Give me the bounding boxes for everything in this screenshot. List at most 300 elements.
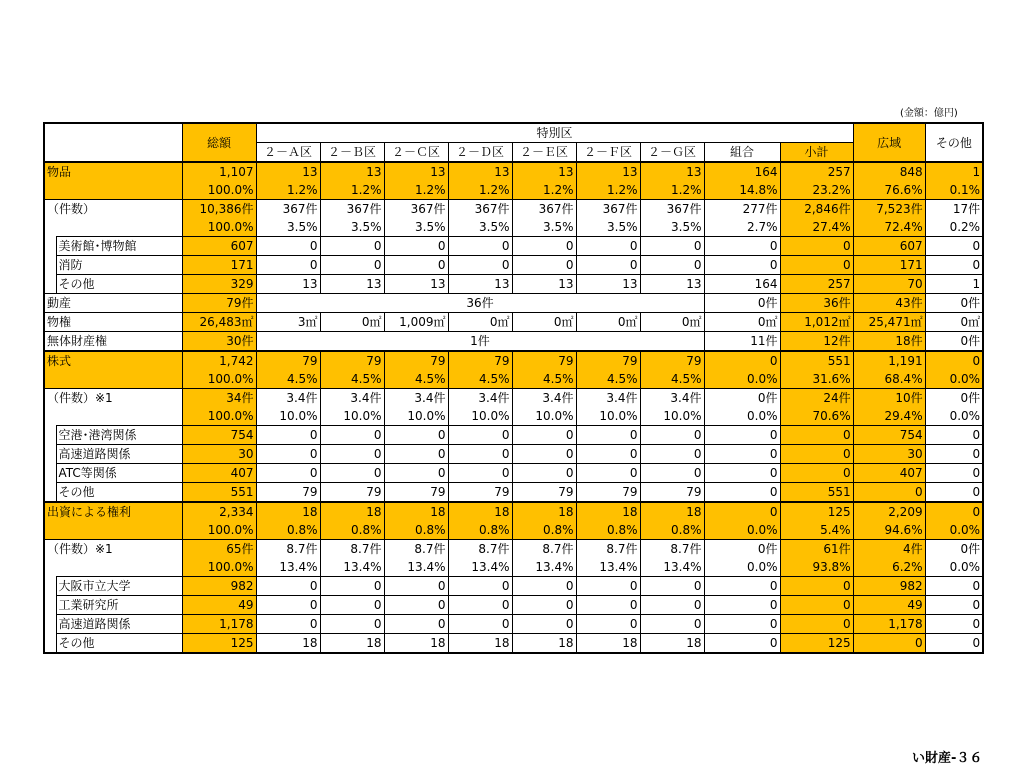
table-cell: 0 <box>256 426 320 445</box>
section-label-cont <box>44 181 182 200</box>
table-row <box>44 200 983 219</box>
table-cell: 1,009㎡ <box>384 313 448 332</box>
table-cell: 10件 <box>853 389 925 408</box>
table-cell: 0 <box>576 426 640 445</box>
table-cell: 36件 <box>256 294 704 313</box>
table-cell: 0 <box>640 426 704 445</box>
table-cell: 0 <box>704 502 780 521</box>
section-label-cont <box>44 521 182 540</box>
indent-spacer <box>44 596 56 615</box>
table-cell: 4.5% <box>512 370 576 389</box>
table-cell: 0 <box>704 615 780 634</box>
table-cell: 3.5% <box>576 218 640 237</box>
table-row <box>44 521 983 540</box>
table-cell: 0㎡ <box>704 313 780 332</box>
table-cell: 0 <box>512 237 576 256</box>
table-row <box>44 162 983 181</box>
table-cell: 31.6% <box>780 370 853 389</box>
table-cell: 100.0% <box>182 521 256 540</box>
table-cell: 0.8% <box>384 521 448 540</box>
table-cell: 1,178 <box>853 615 925 634</box>
table-row <box>44 370 983 389</box>
table-cell: 0 <box>320 426 384 445</box>
item-label: 物権 <box>44 313 182 332</box>
header-corner <box>44 123 182 162</box>
table-cell: 10.0% <box>512 407 576 426</box>
table-cell: 551 <box>780 483 853 503</box>
table-cell: 65件 <box>182 540 256 559</box>
table-cell: 3.5% <box>320 218 384 237</box>
table-cell: 0 <box>780 464 853 483</box>
table-cell: 0件 <box>925 540 983 559</box>
table-cell: 0 <box>853 634 925 654</box>
header-ward-c: ２－Ｃ区 <box>384 143 448 163</box>
table-cell: 0件 <box>925 294 983 313</box>
table-cell: 36件 <box>780 294 853 313</box>
table-cell: 34件 <box>182 389 256 408</box>
table-cell: 13 <box>448 162 512 181</box>
table-cell: 0 <box>780 615 853 634</box>
table-row <box>44 332 983 352</box>
item-label: 動産 <box>44 294 182 313</box>
table-cell: 4.5% <box>576 370 640 389</box>
table-cell: 1.2% <box>384 181 448 200</box>
table-cell: 407 <box>853 464 925 483</box>
table-cell: 8.7件 <box>320 540 384 559</box>
header-special-ward: 特別区 <box>256 123 853 143</box>
table-cell: 0.1% <box>925 181 983 200</box>
table-cell: 0 <box>320 577 384 596</box>
table-cell: 0 <box>704 464 780 483</box>
table-row <box>44 389 983 408</box>
table-row <box>44 237 983 256</box>
table-cell: 0 <box>780 256 853 275</box>
table-cell: 551 <box>182 483 256 503</box>
table-cell: 70 <box>853 275 925 294</box>
table-cell: 13 <box>576 275 640 294</box>
table-cell: 79 <box>512 483 576 503</box>
table-cell: 0.8% <box>448 521 512 540</box>
table-cell: 29.4% <box>853 407 925 426</box>
table-cell: 30 <box>182 445 256 464</box>
table-cell: 0 <box>320 464 384 483</box>
table-cell: 367件 <box>448 200 512 219</box>
table-cell: 79 <box>384 351 448 370</box>
table-cell: 0 <box>384 237 448 256</box>
table-cell: 3.4件 <box>448 389 512 408</box>
table-cell: 27.4% <box>780 218 853 237</box>
table-cell: 3.5% <box>512 218 576 237</box>
table-cell: 13.4% <box>384 558 448 577</box>
sub-label: 高速道路関係 <box>56 445 182 464</box>
table-cell: 0件 <box>925 332 983 352</box>
table-cell: 3.4件 <box>384 389 448 408</box>
table-cell: 0 <box>320 237 384 256</box>
table-cell: 0件 <box>704 540 780 559</box>
table-cell: 982 <box>182 577 256 596</box>
table-cell: 13.4% <box>320 558 384 577</box>
table-cell: 30 <box>853 445 925 464</box>
table-cell: 0 <box>256 237 320 256</box>
table-cell: 18 <box>256 634 320 654</box>
table-cell: 18 <box>576 502 640 521</box>
table-cell: 93.8% <box>780 558 853 577</box>
count-label: （件数）※1 <box>44 540 182 559</box>
table-cell: 367件 <box>384 200 448 219</box>
table-row <box>44 558 983 577</box>
table-cell: 0 <box>704 577 780 596</box>
table-cell: 0 <box>704 596 780 615</box>
table-cell: 0 <box>576 256 640 275</box>
table-cell: 49 <box>853 596 925 615</box>
table-cell: 0 <box>640 464 704 483</box>
table-cell: 171 <box>853 256 925 275</box>
table-cell: 0.8% <box>512 521 576 540</box>
header-ward-d: ２－Ｄ区 <box>448 143 512 163</box>
table-cell: 0 <box>512 464 576 483</box>
table-cell: 1,742 <box>182 351 256 370</box>
header-ward-f: ２－Ｆ区 <box>576 143 640 163</box>
table-cell: 8.7件 <box>384 540 448 559</box>
table-cell: 1.2% <box>448 181 512 200</box>
table-cell: 2.7% <box>704 218 780 237</box>
table-cell: 1,107 <box>182 162 256 181</box>
table-cell: 18 <box>512 634 576 654</box>
table-cell: 79 <box>448 483 512 503</box>
table-cell: 0 <box>925 483 983 503</box>
table-cell: 14.8% <box>704 181 780 200</box>
table-cell: 0.0% <box>925 558 983 577</box>
table-cell: 79件 <box>182 294 256 313</box>
table-cell: 0.0% <box>704 370 780 389</box>
table-cell: 8.7件 <box>256 540 320 559</box>
table-cell: 3㎡ <box>256 313 320 332</box>
table-cell: 0 <box>925 256 983 275</box>
table-cell: 367件 <box>640 200 704 219</box>
table-cell: 0 <box>704 445 780 464</box>
table-cell: 0.0% <box>704 521 780 540</box>
table-cell: 13.4% <box>448 558 512 577</box>
table-cell: 0 <box>512 426 576 445</box>
table-cell: 1 <box>925 162 983 181</box>
table-cell: 3.4件 <box>576 389 640 408</box>
table-cell: 0 <box>384 464 448 483</box>
table-cell: 0.2% <box>925 218 983 237</box>
table-cell: 0 <box>384 256 448 275</box>
table-cell: 0 <box>448 237 512 256</box>
table-cell: 367件 <box>256 200 320 219</box>
table-cell: 0.0% <box>704 558 780 577</box>
table-cell: 79 <box>448 351 512 370</box>
table-cell: 0 <box>704 426 780 445</box>
table-cell: 367件 <box>576 200 640 219</box>
indent-spacer <box>44 275 56 294</box>
table-cell: 0㎡ <box>576 313 640 332</box>
table-cell: 3.5% <box>384 218 448 237</box>
table-cell: 79 <box>640 483 704 503</box>
table-cell: 0 <box>640 596 704 615</box>
table-row <box>44 483 983 503</box>
table-cell: 0 <box>448 426 512 445</box>
table-cell: 100.0% <box>182 558 256 577</box>
table-row <box>44 218 983 237</box>
header-ward-a: ２－Ａ区 <box>256 143 320 163</box>
table-cell: 0 <box>320 445 384 464</box>
table-cell: 1,191 <box>853 351 925 370</box>
table-cell: 79 <box>320 483 384 503</box>
table-cell: 1,012㎡ <box>780 313 853 332</box>
header-row-1 <box>44 123 983 143</box>
table-cell: 0 <box>925 237 983 256</box>
table-cell: 30件 <box>182 332 256 352</box>
table-cell: 0 <box>448 615 512 634</box>
table-cell: 0 <box>704 483 780 503</box>
table-cell: 18 <box>320 502 384 521</box>
sub-label: その他 <box>56 634 182 654</box>
table-row <box>44 577 983 596</box>
table-cell: 0 <box>256 577 320 596</box>
table-cell: 1.2% <box>512 181 576 200</box>
table-cell: 0 <box>640 256 704 275</box>
count-label: （件数） <box>44 200 182 219</box>
header-ward-b: ２－Ｂ区 <box>320 143 384 163</box>
table-cell: 79 <box>384 483 448 503</box>
table-cell: 70.6% <box>780 407 853 426</box>
table-cell: 0 <box>576 615 640 634</box>
header-subtotal: 小計 <box>780 143 853 163</box>
table-cell: 0 <box>512 445 576 464</box>
table-cell: 3.5% <box>640 218 704 237</box>
unit-note: (金額：億円) <box>900 108 958 119</box>
table-cell: 13 <box>256 162 320 181</box>
sub-label: ATC等関係 <box>56 464 182 483</box>
table-cell: 0 <box>512 577 576 596</box>
count-label: （件数）※1 <box>44 389 182 408</box>
table-cell: 1件 <box>256 332 704 352</box>
table-cell: 100.0% <box>182 181 256 200</box>
table-cell: 72.4% <box>853 218 925 237</box>
table-cell: 0 <box>704 351 780 370</box>
table-cell: 0㎡ <box>925 313 983 332</box>
sub-label: 消防 <box>56 256 182 275</box>
table-row <box>44 464 983 483</box>
sub-label: その他 <box>56 275 182 294</box>
table-cell: 125 <box>780 502 853 521</box>
table-cell: 0.8% <box>256 521 320 540</box>
table-cell: 607 <box>182 237 256 256</box>
table-cell: 1,178 <box>182 615 256 634</box>
table-cell: 164 <box>704 162 780 181</box>
table-cell: 0 <box>780 596 853 615</box>
table-cell: 0 <box>780 426 853 445</box>
table-cell: 18 <box>512 502 576 521</box>
table-cell: 0 <box>576 445 640 464</box>
table-row <box>44 445 983 464</box>
table-cell: 100.0% <box>182 218 256 237</box>
table-cell: 2,209 <box>853 502 925 521</box>
table-cell: 0 <box>780 577 853 596</box>
table-cell: 0 <box>640 615 704 634</box>
table-cell: 18 <box>448 502 512 521</box>
table-cell: 0 <box>256 256 320 275</box>
section-label: 物品 <box>44 162 182 181</box>
indent-spacer <box>44 577 56 596</box>
table-cell: 4件 <box>853 540 925 559</box>
table-cell: 0 <box>256 596 320 615</box>
table-cell: 18 <box>640 502 704 521</box>
header-union: 組合 <box>704 143 780 163</box>
table-cell: 0 <box>925 445 983 464</box>
table-cell: 171 <box>182 256 256 275</box>
table-cell: 94.6% <box>853 521 925 540</box>
table-cell: 13 <box>640 275 704 294</box>
table-cell: 0 <box>640 445 704 464</box>
table-cell: 0 <box>448 256 512 275</box>
indent-spacer <box>44 426 56 445</box>
table-cell: 8.7件 <box>640 540 704 559</box>
table-cell: 13 <box>256 275 320 294</box>
table-cell: 754 <box>853 426 925 445</box>
table-cell: 10.0% <box>384 407 448 426</box>
table-row <box>44 351 983 370</box>
table-cell: 0 <box>384 577 448 596</box>
header-total: 総額 <box>182 123 256 162</box>
sub-label: その他 <box>56 483 182 503</box>
table-cell: 0 <box>640 577 704 596</box>
table-cell: 0 <box>384 445 448 464</box>
table-cell: 26,483㎡ <box>182 313 256 332</box>
table-cell: 23.2% <box>780 181 853 200</box>
count-label-cont <box>44 218 182 237</box>
table-cell: 11件 <box>704 332 780 352</box>
table-cell: 49 <box>182 596 256 615</box>
indent-spacer <box>44 464 56 483</box>
indent-spacer <box>44 615 56 634</box>
indent-spacer <box>44 483 56 503</box>
table-cell: 4.5% <box>320 370 384 389</box>
table-cell: 0.0% <box>925 370 983 389</box>
table-cell: 43件 <box>853 294 925 313</box>
table-cell: 164 <box>704 275 780 294</box>
table-cell: 76.6% <box>853 181 925 200</box>
table-cell: 125 <box>780 634 853 654</box>
table-cell: 0 <box>925 596 983 615</box>
table-cell: 0 <box>704 256 780 275</box>
indent-spacer <box>44 445 56 464</box>
table-row <box>44 294 983 313</box>
table-row <box>44 615 983 634</box>
table-cell: 13 <box>512 275 576 294</box>
table-cell: 0 <box>256 445 320 464</box>
table-cell: 13 <box>640 162 704 181</box>
table-cell: 13.4% <box>576 558 640 577</box>
asset-table <box>43 122 984 654</box>
table-cell: 1.2% <box>576 181 640 200</box>
page-footer: い財産-３６ <box>912 751 983 766</box>
table-cell: 6.2% <box>853 558 925 577</box>
table-cell: 257 <box>780 162 853 181</box>
table-cell: 0.0% <box>925 521 983 540</box>
table-cell: 3.5% <box>256 218 320 237</box>
table-cell: 0 <box>448 577 512 596</box>
table-cell: 0件 <box>704 389 780 408</box>
table-cell: 25,471㎡ <box>853 313 925 332</box>
item-label: 無体財産権 <box>44 332 182 352</box>
table-cell: 3.4件 <box>256 389 320 408</box>
table-cell: 0件 <box>925 389 983 408</box>
table-cell: 10.0% <box>320 407 384 426</box>
table-cell: 367件 <box>320 200 384 219</box>
table-cell: 68.4% <box>853 370 925 389</box>
table-cell: 13 <box>384 275 448 294</box>
indent-spacer <box>44 256 56 275</box>
table-cell: 407 <box>182 464 256 483</box>
table-cell: 0 <box>640 237 704 256</box>
table-cell: 0 <box>448 596 512 615</box>
section-label: 出資による権利 <box>44 502 182 521</box>
table-cell: 257 <box>780 275 853 294</box>
table-cell: 0 <box>512 615 576 634</box>
table-cell: 18 <box>448 634 512 654</box>
table-cell: 24件 <box>780 389 853 408</box>
table-cell: 277件 <box>704 200 780 219</box>
table-cell: 0㎡ <box>448 313 512 332</box>
table-cell: 18 <box>576 634 640 654</box>
table-cell: 0.8% <box>576 521 640 540</box>
table-cell: 0.0% <box>704 407 780 426</box>
table-cell: 18 <box>640 634 704 654</box>
table-cell: 17件 <box>925 200 983 219</box>
table-cell: 79 <box>512 351 576 370</box>
table-cell: 0㎡ <box>320 313 384 332</box>
table-cell: 79 <box>256 483 320 503</box>
table-cell: 0 <box>320 596 384 615</box>
table-cell: 3.5% <box>448 218 512 237</box>
table-cell: 0㎡ <box>512 313 576 332</box>
section-label-cont <box>44 370 182 389</box>
table-cell: 0 <box>925 426 983 445</box>
table-row <box>44 596 983 615</box>
table-cell: 0 <box>512 256 576 275</box>
table-cell: 0 <box>256 464 320 483</box>
table-cell: 61件 <box>780 540 853 559</box>
table-cell: 13 <box>384 162 448 181</box>
table-cell: 848 <box>853 162 925 181</box>
table-cell: 0 <box>925 464 983 483</box>
table-row <box>44 181 983 200</box>
table-cell: 754 <box>182 426 256 445</box>
header-ward-g: ２－Ｇ区 <box>640 143 704 163</box>
table-cell: 13 <box>320 162 384 181</box>
table-cell: 13 <box>320 275 384 294</box>
table-cell: 79 <box>576 483 640 503</box>
table-cell: 13.4% <box>512 558 576 577</box>
table-cell: 551 <box>780 351 853 370</box>
table-cell: 0 <box>384 426 448 445</box>
table-cell: 0 <box>512 596 576 615</box>
table-cell: 10.0% <box>640 407 704 426</box>
table-cell: 0 <box>576 596 640 615</box>
table-cell: 0 <box>256 615 320 634</box>
count-label-cont <box>44 558 182 577</box>
table-cell: 79 <box>640 351 704 370</box>
table-cell: 0.8% <box>640 521 704 540</box>
table-row <box>44 540 983 559</box>
table-cell: 1.2% <box>256 181 320 200</box>
table-cell: 18件 <box>853 332 925 352</box>
table-cell: 4.5% <box>256 370 320 389</box>
table-cell: 0 <box>320 256 384 275</box>
